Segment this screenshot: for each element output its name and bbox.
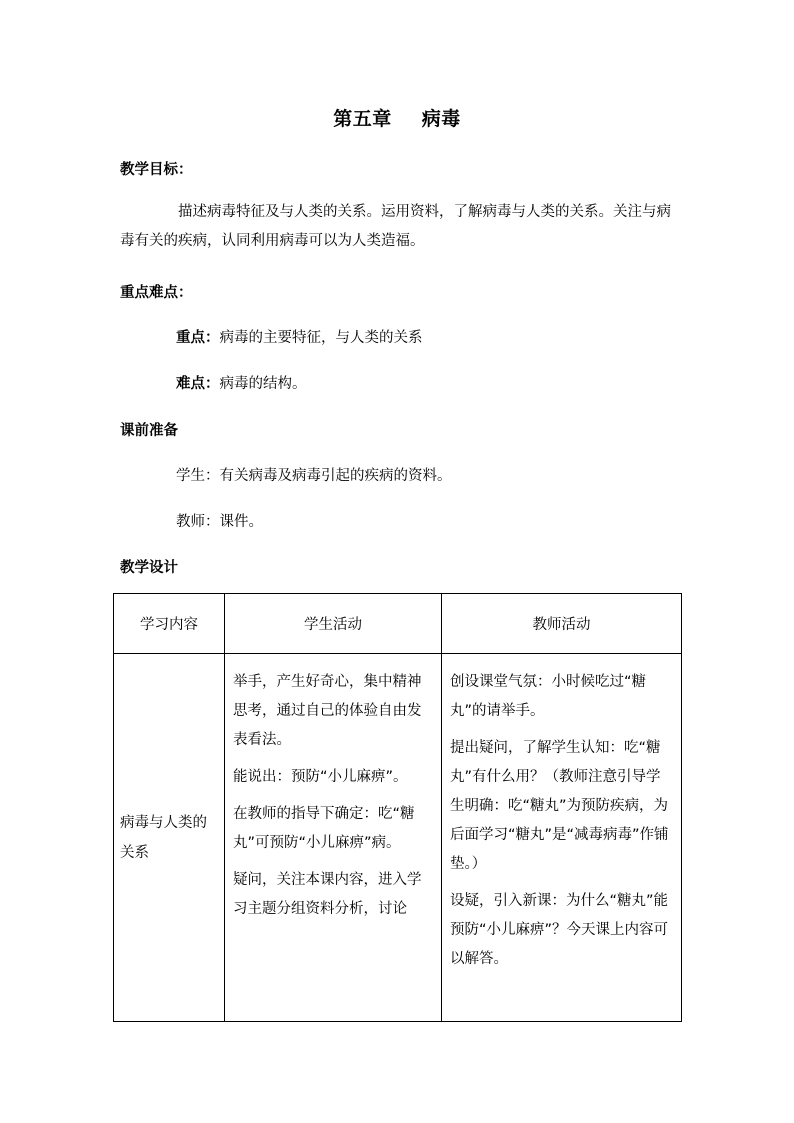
difficulty-line xyxy=(176,372,307,393)
chapter-number: 第五章 xyxy=(333,108,392,130)
student-activity-item: 举手，产生好奇心，集中精神思考，通过自己的体验自由发表看法。 xyxy=(233,674,422,748)
objectives-text: 描述病毒特征及与人类的关系。运用资料，了解病毒与人类的关系。关注与病毒有关的疾病，认同利用病毒可以为人类造福。 xyxy=(120,204,671,249)
student-activity-item: 能说出：预防“小儿麻痹”。 xyxy=(233,769,408,785)
page-title xyxy=(0,104,794,131)
header-teacher-activity: 教师活动 xyxy=(442,594,682,654)
focus-text: 病毒的主要特征，与人类的关系 xyxy=(219,330,423,346)
teacher-activity-item: 创设课堂气氛：小时候吃过“糖丸”的请举手。 xyxy=(450,674,647,719)
topic-cell: 病毒与人类的关系 xyxy=(114,654,225,1022)
teacher-activity-item: 设疑，引入新课：为什么“糖丸”能预防“小儿麻痹”？今天课上内容可以解答。 xyxy=(450,893,669,967)
difficulty-text: 病毒的结构。 xyxy=(219,376,307,392)
difficulty-label: 难点： xyxy=(176,376,220,392)
teacher-activity-cell xyxy=(442,654,682,1022)
focus-label: 重点： xyxy=(176,330,220,346)
objectives-heading: 教学目标： xyxy=(120,162,193,178)
student-activity-cell xyxy=(225,654,442,1022)
key-points-heading: 重点难点： xyxy=(120,285,193,301)
design-heading: 教学设计 xyxy=(120,560,178,576)
header-content: 学习内容 xyxy=(114,594,225,654)
chapter-name: 病毒 xyxy=(421,108,461,130)
teacher-activity-item: 提出疑问，了解学生认知：吃“糖丸”有什么用？（教师注意引导学生明确：吃“糖丸”为预防疾病，为后面学习“糖丸”是“减毒病毒”作铺垫。） xyxy=(450,740,669,872)
table-row xyxy=(114,654,682,1022)
focus-line xyxy=(176,326,423,347)
table-header-row xyxy=(114,594,682,654)
preparation-student: 学生：有关病毒及病毒引起的疾病的资料。 xyxy=(176,468,452,484)
design-table xyxy=(113,593,682,1022)
preparation-heading: 课前准备 xyxy=(120,423,178,439)
header-student-activity: 学生活动 xyxy=(225,594,442,654)
student-activity-item: 疑问，关注本课内容，进入学习主题分组资料分析，讨论 xyxy=(233,872,422,917)
student-activity-item: 在教师的指导下确定：吃“糖丸”可预防“小儿麻痹”病。 xyxy=(233,806,415,851)
preparation-teacher: 教师：课件。 xyxy=(176,514,263,530)
